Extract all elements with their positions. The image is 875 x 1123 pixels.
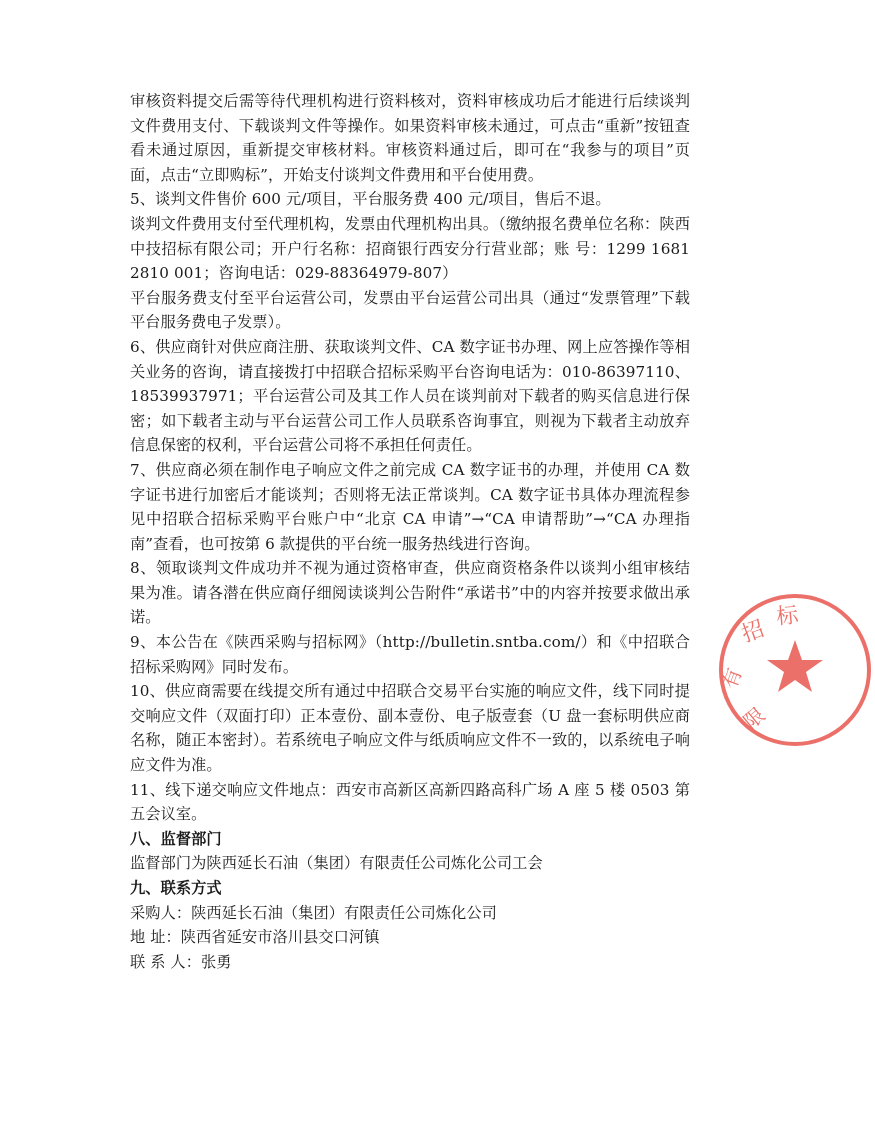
paragraph-item-5-fees: 5、谈判文件售价 600 元/项目，平台服务费 400 元/项目，售后不退。 [130,190,611,209]
paragraph-item-7-ca-certificate: 7、供应商必须在制作电子响应文件之前完成 CA 数字证书的办理，并使用 CA 数字证书进行加密后才能谈判；否则将无法正常谈判。CA 数字证书具体办理流程参见中招联合招标采购平台账户中“北京 CA 申请”→“CA 申请帮助”→“CA 办理指南”查看，也可按第 6 款提供的平台统一服务热线进行咨询。 [130,460,690,553]
seal-stamp [715,590,875,750]
document-body [130,89,690,974]
seal-glyph: 标 [775,603,800,630]
paragraph-contact-person: 联 系 人：张勇 [130,952,232,971]
heading-supervision: 八、监督部门 [130,829,222,848]
paragraph-item-10-submission: 10、供应商需要在线提交所有通过中招联合交易平台实施的响应文件，线下同时提交响应文件（双面打印）正本壹份、副本壹份、电子版壹套（U 盘一套标明供应商名称，随正本密封）。若系统电子响应文件与纸质响应文件不一致的，以系统电子响应文件为准。 [130,682,690,775]
seal-glyph: 有 [717,664,747,692]
paragraph-supervision-dept: 监督部门为陕西延长石油（集团）有限责任公司炼化公司工会 [130,854,543,873]
seal-glyph: 招 [738,616,768,648]
paragraph-item-8-qualification: 8、领取谈判文件成功并不视为通过资格审查，供应商资格条件以谈判小组审核结果为准。请各潜在供应商仔细阅读谈判公告附件“承诺书”中的内容并按要求做出承诺。 [130,559,690,627]
paragraph-address: 地 址：陕西省延安市洛川县交口河镇 [130,928,380,947]
paragraph-platform-fee-payment: 平台服务费支付至平台运营公司，发票由平台运营公司出具（通过“发票管理”下载平台服务费电子发票）。 [130,288,690,332]
paragraph-review-process: 审核资料提交后需等待代理机构进行资料核对，资料审核成功后才能进行后续谈判文件费用支付、下载谈判文件等操作。如果资料审核未通过，可点击“重新”按钮查看未通过原因，重新提交审核材料。审核资料通过后，即可在“我参与的项目”页面，点击“立即购标”，开始支付谈判文件费用和平台使用费。 [130,92,690,184]
paragraph-item-9-publication: 9、本公告在《陕西采购与招标网》（http://bulletin.sntba.com/）和《中招联合招标采购网》同时发布。 [130,633,690,676]
heading-contact: 九、联系方式 [130,879,222,897]
seal-glyph: 限 [738,702,770,734]
paragraph-purchaser: 采购人：陕西延长石油（集团）有限责任公司炼化公司 [130,903,497,922]
paragraph-item-11-location: 11、线下递交响应文件地点：西安市高新区高新四路高科广场 A 座 5 楼 0503 第五会议室。 [130,780,690,824]
paragraph-item-6-consultation: 6、供应商针对供应商注册、获取谈判文件、CA 数字证书办理、网上应答操作等相关业务的咨询，请直接拨打中招联合招标采购平台咨询电话为：010-86397110、18539937971；平台运营公司及其工作人员在谈判前对下载者的购买信息进行保密；如下载者主动与平台运营公司工作人员联系咨询事宜，则视为下载者主动放弃信息保密的权利，平台运营公司将不承担任何责任。 [130,337,690,455]
paragraph-document-fee-payment: 谈判文件费用支付至代理机构，发票由代理机构出具。（缴纳报名费单位名称：陕西中技招标有限公司；开户行名称：招商银行西安分行营业部；账 号：1299 1681 2810 001；咨询电话：029-88364979-807） [130,214,690,283]
